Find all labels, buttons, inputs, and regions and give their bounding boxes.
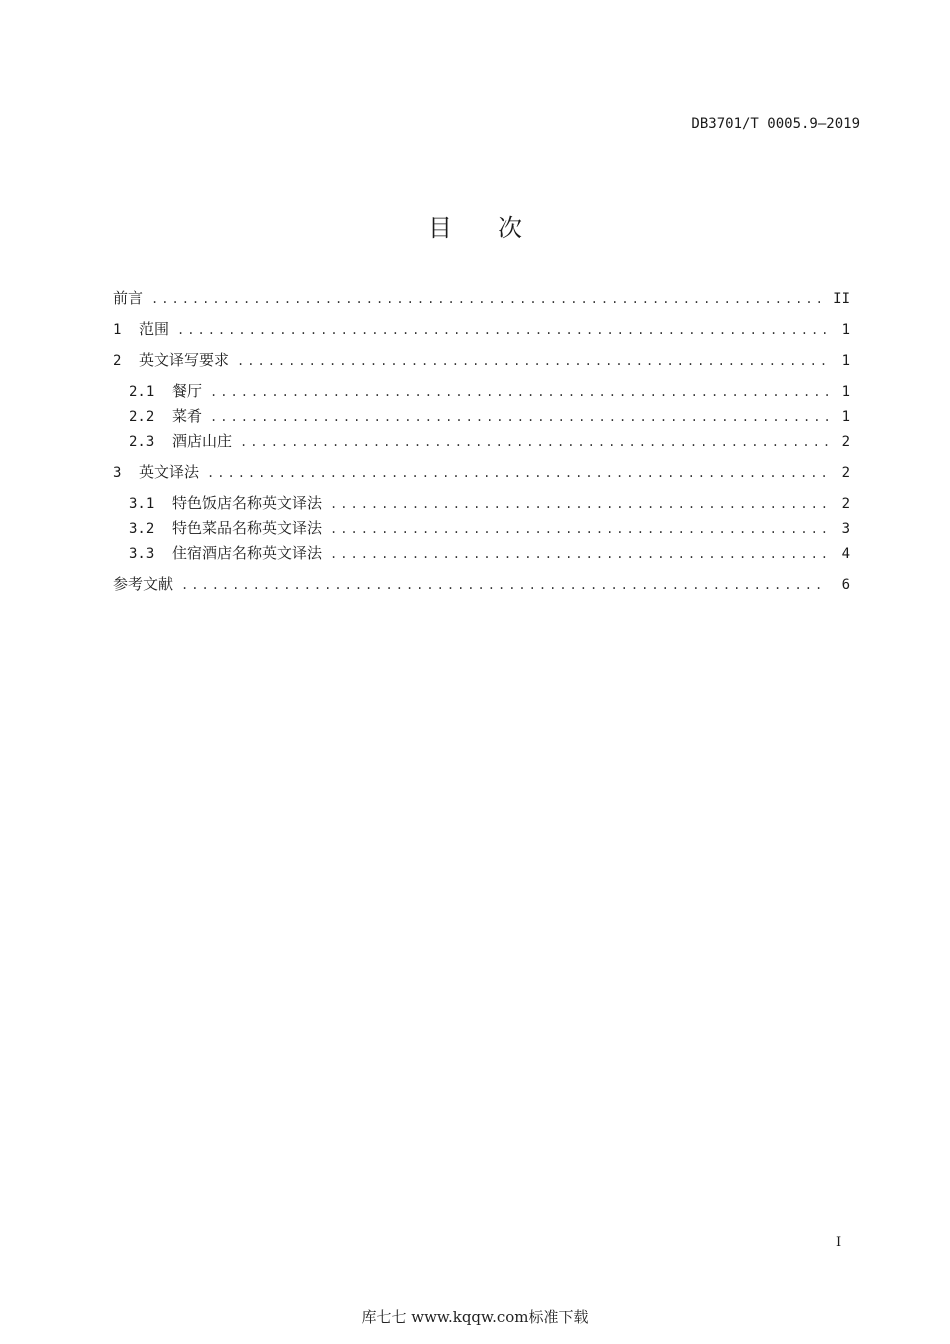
toc-entry-label: 餐厅 — [172, 382, 203, 400]
toc-entry-3-2[interactable] — [113, 516, 850, 541]
leader-dots — [330, 542, 828, 567]
toc-entry-number: 3 — [113, 465, 122, 481]
leader-dots — [177, 318, 828, 343]
toc-entry-number: 2.3 — [129, 434, 155, 450]
toc-entry-number: 2.2 — [129, 409, 155, 425]
toc-entry-page: 2 — [841, 465, 850, 481]
toc-entry-page: 4 — [841, 546, 850, 562]
toc-entry-page: 1 — [841, 322, 850, 338]
toc-entry-page: 3 — [841, 521, 850, 537]
leader-dots — [181, 573, 828, 598]
toc-entry-number: 2 — [113, 353, 122, 369]
toc-entry-label: 前言 — [113, 289, 144, 307]
toc-entry-label: 特色饭店名称英文译法 — [172, 494, 323, 512]
toc-entry-page: 1 — [841, 353, 850, 369]
toc-entry-number: 2.1 — [129, 384, 155, 400]
leader-dots — [330, 517, 828, 542]
toc-entry-page: 1 — [841, 384, 850, 400]
toc-entry-number: 3.3 — [129, 546, 155, 562]
leader-dots — [237, 349, 828, 374]
toc-entry-2[interactable] — [113, 348, 850, 373]
toc-entry-2-3[interactable] — [113, 429, 850, 454]
toc-entry-page: 6 — [841, 577, 850, 593]
toc-entry-3-1[interactable] — [113, 491, 850, 516]
standard-code: DB3701/T 0005.9—2019 — [691, 116, 860, 132]
toc-entry-label: 酒店山庄 — [172, 432, 233, 450]
toc-entry-label: 菜肴 — [172, 407, 203, 425]
leader-dots — [210, 405, 828, 430]
leader-dots — [151, 287, 827, 312]
toc-entry-page: II — [833, 291, 850, 307]
table-of-contents — [113, 286, 850, 597]
toc-entry-3[interactable] — [113, 460, 850, 485]
leader-dots — [207, 461, 828, 486]
leader-dots — [330, 492, 828, 517]
leader-dots — [240, 430, 828, 455]
toc-entry-page: 2 — [841, 496, 850, 512]
toc-entry-label: 特色菜品名称英文译法 — [172, 519, 323, 537]
toc-entry-label: 住宿酒店名称英文译法 — [172, 544, 323, 562]
toc-entry-number: 1 — [113, 322, 122, 338]
toc-entry-label: 范围 — [139, 320, 170, 338]
toc-entry-2-2[interactable] — [113, 404, 850, 429]
toc-entry-label: 英文译写要求 — [139, 351, 230, 369]
toc-entry-number: 3.2 — [129, 521, 155, 537]
leader-dots — [210, 380, 828, 405]
toc-entry-number: 3.1 — [129, 496, 155, 512]
page-title: 目次 — [428, 214, 568, 242]
toc-entry-bibliography[interactable] — [113, 572, 850, 597]
toc-entry-label: 参考文献 — [113, 575, 174, 593]
page-number: I — [836, 1235, 842, 1250]
footer-watermark: 库七七 www.kqqw.com标准下载 — [361, 1308, 589, 1326]
toc-entry-1[interactable] — [113, 317, 850, 342]
toc-entry-label: 英文译法 — [139, 463, 200, 481]
toc-entry-2-1[interactable] — [113, 379, 850, 404]
toc-entry-3-3[interactable] — [113, 541, 850, 566]
toc-entry-foreword[interactable] — [113, 286, 850, 311]
toc-entry-page: 1 — [841, 409, 850, 425]
toc-entry-page: 2 — [841, 434, 850, 450]
